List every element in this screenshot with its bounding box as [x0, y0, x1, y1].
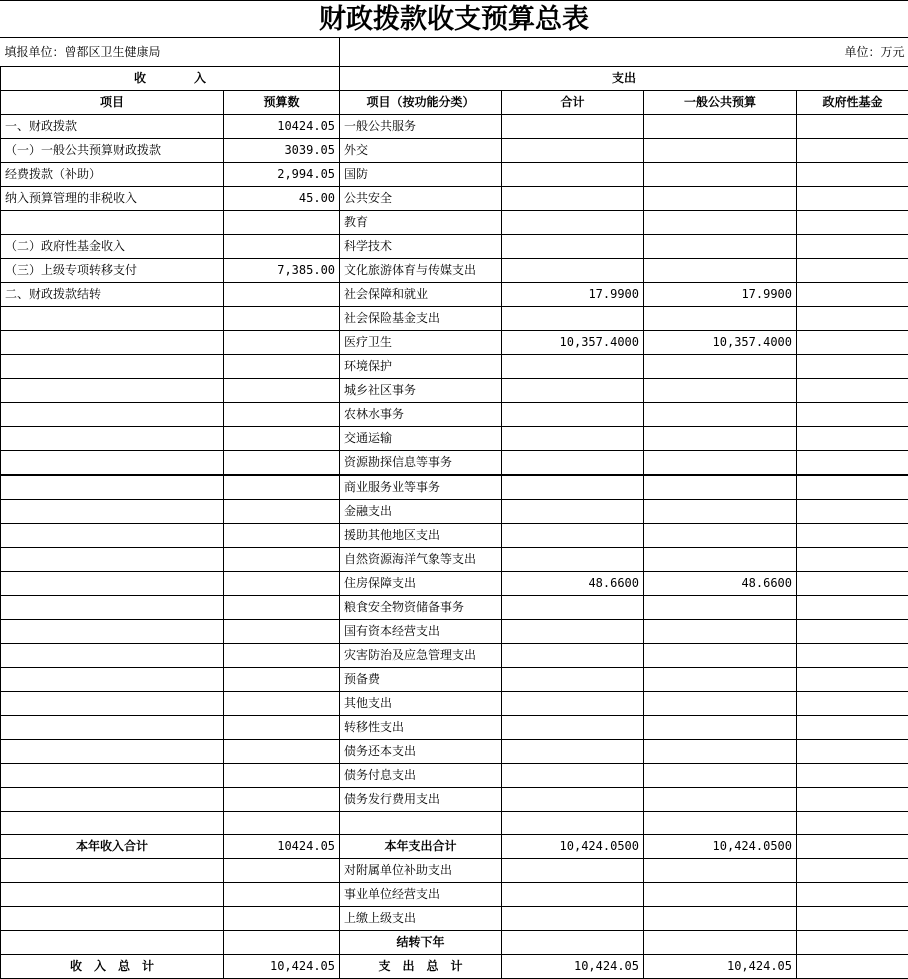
income-value-cell [224, 524, 340, 548]
expense-total-cell [502, 403, 644, 427]
expense-fund-cell [797, 163, 908, 187]
expense-total-cell [502, 259, 644, 283]
income-item-cell [1, 644, 224, 668]
income-value-cell [224, 883, 340, 907]
table-row [1, 716, 908, 740]
table-row [1, 427, 908, 451]
expense-item-cell: 国有资本经营支出 [340, 620, 502, 644]
table-row [1, 620, 908, 644]
income-item-cell [1, 716, 224, 740]
expense-fund-cell [797, 668, 908, 692]
col-item-func: 项目（按功能分类） [340, 91, 502, 115]
expense-total-cell [502, 307, 644, 331]
table-row [1, 259, 908, 283]
expense-item-cell: 公共安全 [340, 187, 502, 211]
table-row [1, 307, 908, 331]
expense-item-cell: 事业单位经营支出 [340, 883, 502, 907]
income-item-cell [1, 764, 224, 788]
expense-fund-cell [797, 307, 908, 331]
expense-fund-cell [797, 139, 908, 163]
expense-fund-cell [797, 187, 908, 211]
income-item-cell: 经费拨款（补助） [1, 163, 224, 187]
expense-item-cell: 预备费 [340, 668, 502, 692]
income-item-cell [1, 692, 224, 716]
income-item-cell [1, 620, 224, 644]
expense-total-cell [502, 620, 644, 644]
year-expense-general: 10,424.0500 [644, 835, 797, 859]
year-expense-total: 10,424.0500 [502, 835, 644, 859]
table-row [1, 283, 908, 307]
expense-item-cell: 上缴上级支出 [340, 907, 502, 931]
year-total-row [1, 835, 908, 859]
income-item-cell: （二）政府性基金收入 [1, 235, 224, 259]
income-value-cell [224, 788, 340, 812]
expense-total-cell [502, 379, 644, 403]
expense-general-cell [644, 524, 797, 548]
income-value-cell [224, 307, 340, 331]
carry-forward-row [1, 931, 908, 955]
expense-fund-cell [797, 500, 908, 524]
table-row [1, 403, 908, 427]
expense-fund-cell [797, 788, 908, 812]
expense-fund-cell [797, 716, 908, 740]
table-row [1, 692, 908, 716]
income-value-cell: 3039.05 [224, 139, 340, 163]
expense-item-cell: 外交 [340, 139, 502, 163]
expense-general-cell [644, 620, 797, 644]
expense-fund-cell [797, 548, 908, 572]
expense-item-cell: 社会保险基金支出 [340, 307, 502, 331]
expense-general-cell [644, 644, 797, 668]
income-item-cell: （一）一般公共预算财政拨款 [1, 139, 224, 163]
expense-total-cell [502, 139, 644, 163]
expense-general-cell: 17.9900 [644, 283, 797, 307]
table-row [1, 596, 908, 620]
expense-general-cell [644, 187, 797, 211]
expense-fund-cell [797, 403, 908, 427]
income-item-cell: （三）上级专项转移支付 [1, 259, 224, 283]
income-value-cell: 2,994.05 [224, 163, 340, 187]
income-value-cell [224, 596, 340, 620]
expense-general-cell [644, 692, 797, 716]
income-item-cell [1, 403, 224, 427]
expense-total-cell: 17.9900 [502, 283, 644, 307]
carry-forward-label: 结转下年 [340, 931, 502, 955]
expense-fund-cell [797, 764, 908, 788]
expense-total-cell [502, 692, 644, 716]
expense-total-cell [502, 907, 644, 931]
income-item-cell [1, 788, 224, 812]
income-value-cell [224, 572, 340, 596]
expense-item-cell: 债务还本支出 [340, 740, 502, 764]
year-income-label: 本年收入合计 [1, 835, 224, 859]
expense-total-cell [502, 788, 644, 812]
expense-general-cell [644, 788, 797, 812]
table-row [1, 907, 908, 931]
income-value-cell [224, 692, 340, 716]
income-value-cell: 7,385.00 [224, 259, 340, 283]
expense-fund-cell [797, 211, 908, 235]
unit-row [1, 38, 908, 67]
expense-general-cell [644, 764, 797, 788]
budget-table [0, 37, 908, 979]
expense-general-cell [644, 115, 797, 139]
income-item-cell [1, 548, 224, 572]
section-header-row [1, 67, 908, 91]
expense-fund-cell [797, 451, 908, 476]
expense-fund-cell [797, 331, 908, 355]
expense-item-cell: 住房保障支出 [340, 572, 502, 596]
expense-total-cell [502, 115, 644, 139]
table-row [1, 859, 908, 883]
expense-general-cell [644, 163, 797, 187]
expense-general-cell [644, 403, 797, 427]
expense-fund-cell [797, 859, 908, 883]
expense-general-cell [644, 475, 797, 500]
grand-income-label: 收 入 总 计 [1, 955, 224, 979]
income-value-cell [224, 812, 340, 835]
year-expense-fund [797, 835, 908, 859]
expense-item-cell [340, 812, 502, 835]
expense-item-cell: 国防 [340, 163, 502, 187]
income-value-cell [224, 331, 340, 355]
expense-item-cell: 金融支出 [340, 500, 502, 524]
page-title: 财政拨款收支预算总表 [0, 0, 908, 38]
income-value-cell [224, 931, 340, 955]
expense-total-cell [502, 716, 644, 740]
expense-fund-cell [797, 283, 908, 307]
expense-fund-cell [797, 740, 908, 764]
expense-item-cell: 环境保护 [340, 355, 502, 379]
expense-item-cell: 一般公共服务 [340, 115, 502, 139]
income-item-cell [1, 596, 224, 620]
expense-general-cell [644, 740, 797, 764]
expense-fund-cell [797, 572, 908, 596]
expense-fund-cell [797, 235, 908, 259]
income-value-cell [224, 620, 340, 644]
expense-total-cell [502, 764, 644, 788]
expense-general-cell [644, 139, 797, 163]
table-row [1, 668, 908, 692]
income-value-cell [224, 235, 340, 259]
expense-general-cell: 48.6600 [644, 572, 797, 596]
expense-total-cell [502, 475, 644, 500]
expense-item-cell: 交通运输 [340, 427, 502, 451]
expense-total-cell [502, 596, 644, 620]
expense-total-cell [502, 740, 644, 764]
reporting-unit: 填报单位：曾都区卫生健康局 [1, 38, 340, 67]
expense-general-cell [644, 451, 797, 476]
income-value-cell: 45.00 [224, 187, 340, 211]
expense-general-cell [644, 211, 797, 235]
expense-item-cell: 转移性支出 [340, 716, 502, 740]
col-general: 一般公共预算 [644, 91, 797, 115]
income-value-cell [224, 500, 340, 524]
expense-fund-cell [797, 812, 908, 835]
expense-item-cell: 教育 [340, 211, 502, 235]
grand-income-value: 10,424.05 [224, 955, 340, 979]
expense-total-cell [502, 668, 644, 692]
table-row [1, 740, 908, 764]
expense-general-cell [644, 235, 797, 259]
expense-fund-cell [797, 355, 908, 379]
expense-item-cell: 资源勘探信息等事务 [340, 451, 502, 476]
income-item-cell [1, 355, 224, 379]
expense-general-cell [644, 259, 797, 283]
expense-fund-cell [797, 427, 908, 451]
expense-general-cell [644, 355, 797, 379]
table-row [1, 235, 908, 259]
income-value-cell [224, 644, 340, 668]
income-value-cell [224, 764, 340, 788]
income-value-cell [224, 355, 340, 379]
grand-expense-general: 10,424.05 [644, 955, 797, 979]
income-item-cell [1, 500, 224, 524]
expense-item-cell: 援助其他地区支出 [340, 524, 502, 548]
income-item-cell [1, 931, 224, 955]
income-item-cell [1, 379, 224, 403]
income-item-cell [1, 475, 224, 500]
expense-header: 支出 [340, 67, 908, 91]
expense-general-cell [644, 548, 797, 572]
expense-general-cell [644, 596, 797, 620]
table-row [1, 451, 908, 476]
expense-general-cell: 10,357.4000 [644, 331, 797, 355]
expense-total-cell [502, 524, 644, 548]
col-total: 合计 [502, 91, 644, 115]
table-row [1, 524, 908, 548]
table-row [1, 644, 908, 668]
expense-fund-cell [797, 475, 908, 500]
table-row [1, 331, 908, 355]
year-income-value: 10424.05 [224, 835, 340, 859]
income-value-cell [224, 451, 340, 476]
expense-total-cell [502, 812, 644, 835]
table-row [1, 764, 908, 788]
expense-general-cell [644, 883, 797, 907]
income-value-cell [224, 427, 340, 451]
expense-total-cell [502, 931, 644, 955]
col-budget: 预算数 [224, 91, 340, 115]
expense-total-cell [502, 451, 644, 476]
income-value-cell [224, 379, 340, 403]
expense-total-cell: 10,357.4000 [502, 331, 644, 355]
income-value-cell: 10424.05 [224, 115, 340, 139]
expense-fund-cell [797, 115, 908, 139]
expense-general-cell [644, 859, 797, 883]
currency-unit: 单位：万元 [340, 38, 908, 67]
table-row [1, 883, 908, 907]
expense-fund-cell [797, 259, 908, 283]
income-item-cell [1, 572, 224, 596]
income-item-cell [1, 427, 224, 451]
expense-item-cell: 粮食安全物资储备事务 [340, 596, 502, 620]
table-row [1, 115, 908, 139]
table-row [1, 475, 908, 500]
expense-fund-cell [797, 931, 908, 955]
income-item-cell [1, 859, 224, 883]
income-value-cell [224, 403, 340, 427]
expense-fund-cell [797, 379, 908, 403]
income-item-cell: 二、财政拨款结转 [1, 283, 224, 307]
expense-general-cell [644, 379, 797, 403]
income-value-cell [224, 907, 340, 931]
expense-general-cell [644, 716, 797, 740]
table-row [1, 355, 908, 379]
income-value-cell [224, 668, 340, 692]
income-value-cell [224, 283, 340, 307]
expense-item-cell: 社会保障和就业 [340, 283, 502, 307]
column-header-row [1, 91, 908, 115]
income-item-cell [1, 307, 224, 331]
expense-fund-cell [797, 620, 908, 644]
income-value-cell [224, 716, 340, 740]
table-row [1, 548, 908, 572]
expense-item-cell: 自然资源海洋气象等支出 [340, 548, 502, 572]
expense-item-cell: 对附属单位补助支出 [340, 859, 502, 883]
expense-total-cell [502, 427, 644, 451]
income-item-cell: 一、财政拨款 [1, 115, 224, 139]
expense-general-cell [644, 427, 797, 451]
income-value-cell [224, 859, 340, 883]
table-row [1, 812, 908, 835]
expense-fund-cell [797, 907, 908, 931]
expense-fund-cell [797, 692, 908, 716]
expense-item-cell: 文化旅游体育与传媒支出 [340, 259, 502, 283]
expense-item-cell: 医疗卫生 [340, 331, 502, 355]
expense-item-cell: 债务付息支出 [340, 764, 502, 788]
income-header: 收 入 [1, 67, 340, 91]
expense-general-cell [644, 907, 797, 931]
expense-total-cell [502, 500, 644, 524]
expense-general-cell [644, 500, 797, 524]
income-item-cell [1, 211, 224, 235]
grand-expense-fund [797, 955, 908, 979]
expense-item-cell: 商业服务业等事务 [340, 475, 502, 500]
expense-general-cell [644, 307, 797, 331]
income-item-cell [1, 740, 224, 764]
income-value-cell [224, 548, 340, 572]
expense-total-cell [502, 163, 644, 187]
expense-fund-cell [797, 524, 908, 548]
expense-item-cell: 科学技术 [340, 235, 502, 259]
expense-total-cell [502, 548, 644, 572]
expense-total-cell [502, 644, 644, 668]
table-row [1, 211, 908, 235]
income-item-cell [1, 907, 224, 931]
income-item-cell [1, 812, 224, 835]
grand-expense-total: 10,424.05 [502, 955, 644, 979]
expense-fund-cell [797, 883, 908, 907]
expense-general-cell [644, 931, 797, 955]
income-value-cell [224, 740, 340, 764]
income-item-cell [1, 451, 224, 476]
expense-fund-cell [797, 596, 908, 620]
expense-general-cell [644, 668, 797, 692]
expense-fund-cell [797, 644, 908, 668]
table-row [1, 187, 908, 211]
expense-total-cell [502, 211, 644, 235]
income-item-cell: 纳入预算管理的非税收入 [1, 187, 224, 211]
expense-general-cell [644, 812, 797, 835]
table-row [1, 500, 908, 524]
expense-total-cell [502, 859, 644, 883]
expense-item-cell: 灾害防治及应急管理支出 [340, 644, 502, 668]
expense-total-cell: 48.6600 [502, 572, 644, 596]
expense-total-cell [502, 883, 644, 907]
year-expense-label: 本年支出合计 [340, 835, 502, 859]
table-row [1, 572, 908, 596]
table-row [1, 379, 908, 403]
income-value-cell [224, 475, 340, 500]
income-item-cell [1, 668, 224, 692]
grand-total-row [1, 955, 908, 979]
expense-total-cell [502, 355, 644, 379]
col-item: 项目 [1, 91, 224, 115]
expense-total-cell [502, 187, 644, 211]
grand-expense-label: 支 出 总 计 [340, 955, 502, 979]
table-row [1, 139, 908, 163]
table-row [1, 163, 908, 187]
expense-item-cell: 城乡社区事务 [340, 379, 502, 403]
income-item-cell [1, 524, 224, 548]
expense-item-cell: 其他支出 [340, 692, 502, 716]
table-row [1, 788, 908, 812]
income-value-cell [224, 211, 340, 235]
income-item-cell [1, 883, 224, 907]
income-item-cell [1, 331, 224, 355]
col-fund: 政府性基金 [797, 91, 908, 115]
expense-item-cell: 农林水事务 [340, 403, 502, 427]
expense-item-cell: 债务发行费用支出 [340, 788, 502, 812]
expense-total-cell [502, 235, 644, 259]
